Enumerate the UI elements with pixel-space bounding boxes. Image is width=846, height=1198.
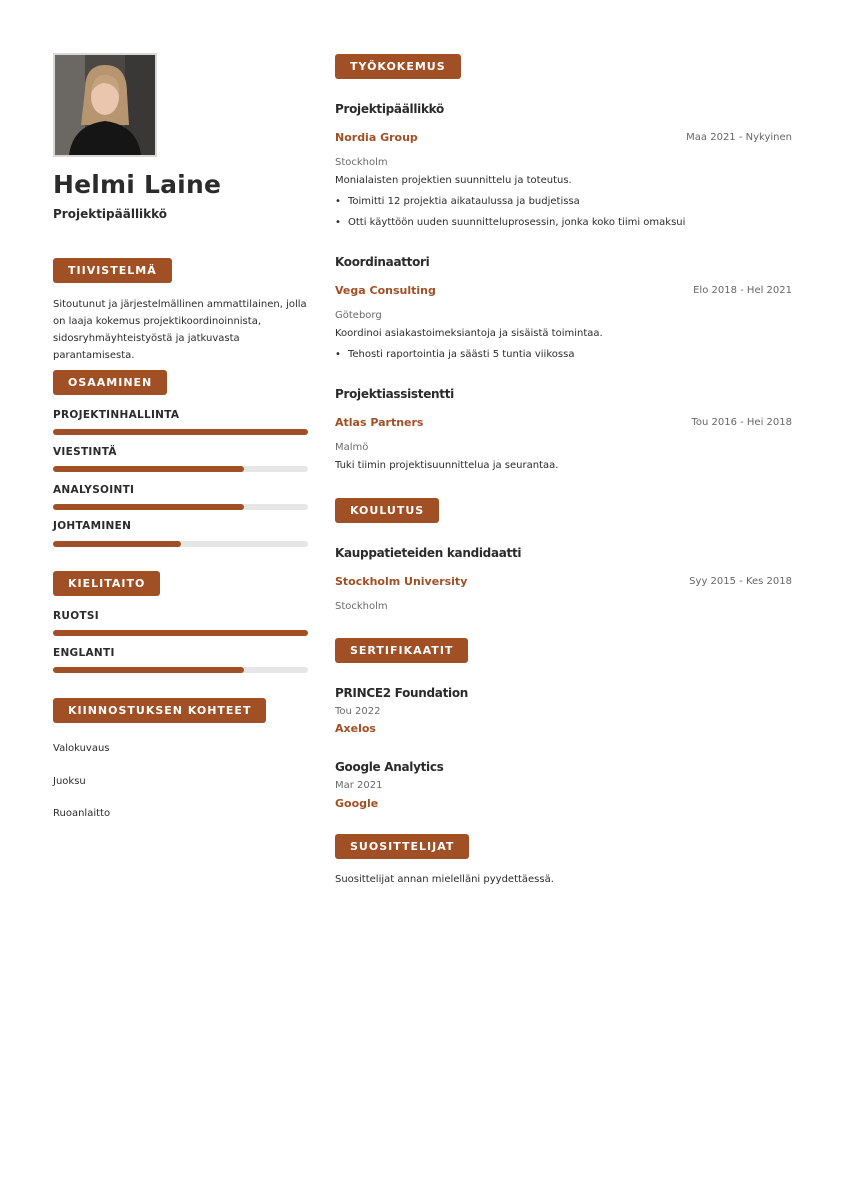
section-heading-references: SUOSITTELIJAT	[335, 834, 469, 859]
job-dates: Tou 2016 - Hei 2018	[691, 417, 792, 428]
language-bar-fill	[53, 630, 308, 636]
skill-bar-fill	[53, 541, 181, 547]
job-dates: Elo 2018 - Hel 2021	[693, 285, 792, 296]
skill-bar	[53, 429, 308, 435]
education-city: Stockholm	[335, 601, 388, 612]
bullet-dot-icon: •	[335, 349, 341, 360]
job-title: Koordinaattori	[335, 255, 430, 269]
job-bullet	[335, 217, 685, 228]
section-heading-education: KOULUTUS	[335, 498, 439, 523]
language-bar-fill	[53, 667, 244, 673]
certificate-name: PRINCE2 Foundation	[335, 686, 469, 700]
certificate-date: Tou 2022	[335, 706, 381, 717]
skill-label: PROJEKTINHALLINTA	[53, 409, 180, 421]
job-title: Projektiassistentti	[335, 387, 454, 401]
language-label: RUOTSI	[53, 610, 99, 622]
section-heading-interests: KIINNOSTUKSEN KOHTEET	[53, 698, 266, 723]
bullet-dot-icon: •	[335, 196, 341, 207]
skill-label: ANALYSOINTI	[53, 484, 135, 496]
profile-photo	[53, 53, 157, 157]
job-description: Koordinoi asiakastoimeksiantoja ja sisäistä toimintaa.	[335, 328, 603, 339]
language-bar	[53, 630, 308, 636]
job-bullet-text: Otti käyttöön uuden suunnitteluprosessin, jonka koko tiimi omaksui	[348, 217, 686, 228]
job-bullet-text: Toimitti 12 projektia aikataulussa ja budjetissa	[348, 196, 580, 207]
job-bullet	[335, 196, 580, 207]
skill-bar-fill	[53, 429, 308, 435]
profile-title: Projektipäällikkö	[53, 207, 168, 221]
education-dates: Syy 2015 - Kes 2018	[689, 576, 792, 587]
interest-item: Ruoanlaitto	[53, 808, 111, 819]
language-bar	[53, 667, 308, 673]
school-name: Stockholm University	[335, 575, 468, 588]
skill-bar-fill	[53, 504, 244, 510]
company-name: Nordia Group	[335, 131, 418, 144]
job-city: Stockholm	[335, 157, 388, 168]
skill-bar	[53, 504, 308, 510]
job-title: Projektipäällikkö	[335, 102, 444, 116]
job-bullet-text: Tehosti raportointia ja säästi 5 tuntia viikossa	[348, 349, 575, 360]
profile-photo-image	[55, 55, 155, 155]
section-heading-certificates: SERTIFIKAATIT	[335, 638, 468, 663]
skill-bar	[53, 541, 308, 547]
references-text: Suosittelijat annan mielelläni pyydettäessä.	[335, 874, 554, 885]
bullet-dot-icon: •	[335, 217, 341, 228]
skill-label: VIESTINTÄ	[53, 446, 117, 458]
interest-item: Juoksu	[53, 776, 86, 787]
job-dates: Maa 2021 - Nykyinen	[686, 132, 792, 143]
job-bullet	[335, 349, 574, 360]
profile-name: Helmi Laine	[53, 170, 222, 199]
job-description: Monialaisten projektien suunnittelu ja toteutus.	[335, 175, 572, 186]
summary-text: Sitoutunut ja järjestelmällinen ammattilainen, jolla on laaja kokemus projektikoordinoinnista, sidosryhmäyhteistyöstä ja jatkuvasta parantamisesta.	[53, 299, 307, 361]
language-label: ENGLANTI	[53, 647, 115, 659]
certificate-date: Mar 2021	[335, 780, 383, 791]
certificate-issuer: Axelos	[335, 722, 376, 735]
company-name: Atlas Partners	[335, 416, 424, 429]
job-description: Tuki tiimin projektisuunnittelua ja seurantaa.	[335, 460, 559, 471]
section-heading-skills: OSAAMINEN	[53, 370, 167, 395]
section-heading-languages: KIELITAITO	[53, 571, 160, 596]
company-name: Vega Consulting	[335, 284, 436, 297]
interest-item: Valokuvaus	[53, 743, 110, 754]
job-city: Malmö	[335, 442, 369, 453]
certificate-issuer: Google	[335, 797, 379, 810]
skill-bar	[53, 466, 308, 472]
certificate-name: Google Analytics	[335, 760, 444, 774]
skill-bar-fill	[53, 466, 244, 472]
section-heading-experience: TYÖKOKEMUS	[335, 54, 461, 79]
skill-label: JOHTAMINEN	[53, 520, 132, 532]
job-city: Göteborg	[335, 310, 382, 321]
section-heading-summary: TIIVISTELMÄ	[53, 258, 172, 283]
degree-title: Kauppatieteiden kandidaatti	[335, 546, 522, 560]
